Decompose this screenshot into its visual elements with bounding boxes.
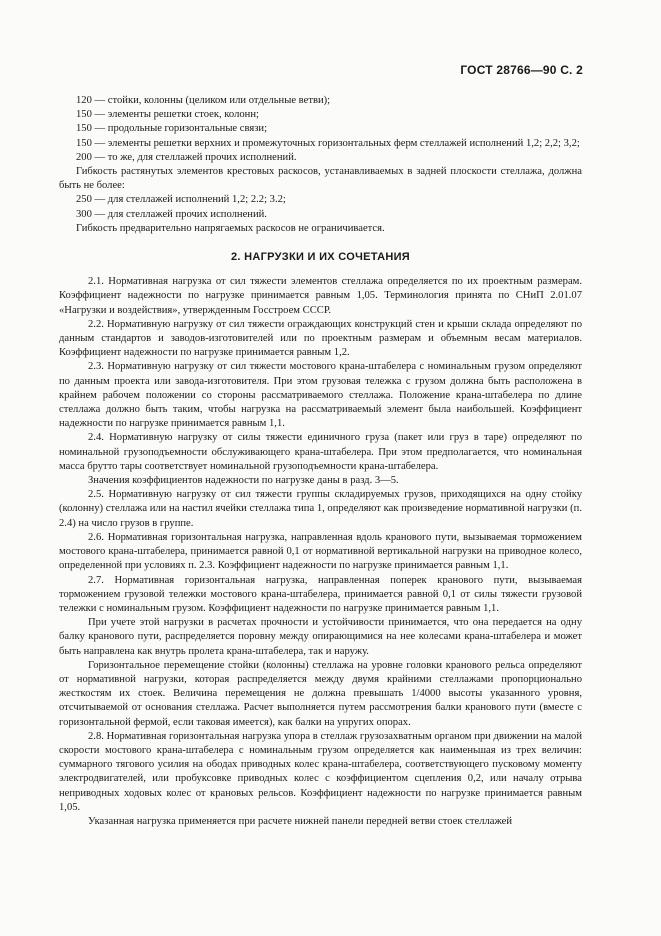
paragraph-2-6: 2.6. Нормативная горизонтальная нагрузка, направленная вдоль кранового пути, вызываемая торможением мостового крана-штабелера, принимается равной 0,1 от нормативной вертикальной нагрузки на приводное колесо, определенной при условиях п. 2.3. Коэффициент надежности по нагрузке принимается равным 1,1.	[59, 531, 582, 572]
list-item: 120 — стойки, колонны (целиком или отдельные ветви);	[76, 95, 331, 106]
list-item: 150 — элементы решетки стоек, колонн;	[76, 109, 259, 121]
paragraph-2-5: 2.5. Нормативную нагрузку от сил тяжести группы складируемых грузов, приходящихся на одну стойку (колонну) стеллажа или на настил ячейки стеллажа типа 1, определяют как произведение нормативной нагрузки (п. 2.4) на число грузов в группе.	[59, 489, 582, 529]
page-header: ГОСТ 28766—90 С. 2	[460, 63, 583, 77]
paragraph-2-8: 2.8. Нормативная горизонтальная нагрузка упора в стеллаж грузозахватным органом при движении на малой скорости мостового крана-штабелера с номинальным грузом определяется как наименьшая из трех величин: суммарного тягового усилия на ободах приводных колес крана-штабелера, соответствующего пусковому моменту электродвигателей, или пробуксовке приводных колес с коэффициентом сцепления 0,2, или началу отрыва неприводных ходовых колес от крановых рельсов. Коэффициент надежности по нагрузке принимается равным 1,05.	[59, 730, 582, 813]
paragraph-2-3: 2.3. Нормативную нагрузку от сил тяжести мостового крана-штабелера с номинальным грузом определяют по данным проекта или завода-изготовителя. При этом грузовая тележка с грузом должна быть расположена в крайнем рабочем положении со стороны рассматриваемого стеллажа. Положение крана-штабелера по длине стеллажа должно быть таким, чтобы нагрузка на рассматриваемый элемент была наибольшей. Коэффициент надежности по нагрузке принимается равным 1,1.	[59, 361, 582, 430]
paragraph-2-1: 2.1. Нормативная нагрузка от сил тяжести элементов стеллажа определяется по их проектным размерам. Коэффициент надежности по нагрузке принимается равным 1,05. Терминология принята по СНиП 2.01.07 «Нагрузки и воздействия», утвержденным Госстроем СССР.	[59, 276, 582, 316]
paragraph: При учете этой нагрузки в расчетах прочности и устойчивости принимается, что она передается на одну балку кранового пути, распределяется поровну между опирающимися на нее колесами крана-штабелера и может быть направлена как внутрь пролета крана-штабелера, так и наружу.	[59, 617, 582, 657]
paragraph: Значения коэффициентов надежности по нагрузке даны в разд. 3—5.	[88, 475, 399, 487]
list-item: 150 — элементы решетки верхних и промежуточных горизонтальных ферм стеллажей исполнений 1,2; 2,2; 3,2;	[76, 137, 580, 149]
paragraph-2-2: 2.2. Нормативную нагрузку от сил тяжести ограждающих конструкций стен и крыши склада определяют по данным стандартов и заводов-изготовителей или по проектным размерам и объемным весам материалов. Коэффициент надежности по нагрузке принимается равным 1,2.	[59, 318, 582, 359]
paragraph-2-7: 2.7. Нормативная горизонтальная нагрузка, направленная поперек кранового пути, вызываемая торможением грузовой тележки мостового крана-штабелера, принимается равной 0,1 от силы тяжести грузовой тележки с номинальным грузом. Коэффициент надежности по нагрузке принимается равным 1,1.	[59, 574, 582, 614]
list-item: 200 — то же, для стеллажей прочих исполнений.	[76, 151, 297, 163]
list-item: 250 — для стеллажей исполнений 1,2; 2.2; 3.2;	[76, 194, 286, 206]
list-item: 150 — продольные горизонтальные связи;	[76, 123, 268, 135]
paragraph: Гибкость растянутых элементов крестовых раскосов, устанавливаемых в задней плоскости стеллажа, должна быть не более:	[59, 166, 582, 192]
paragraph: Гибкость предварительно напрягаемых раскосов не ограничивается.	[76, 222, 385, 234]
section-title: 2. НАГРУЗКИ И ИХ СОЧЕТАНИЯ	[230, 251, 411, 264]
document-body	[59, 94, 582, 829]
paragraph: Горизонтальное перемещение стойки (колонны) стеллажа на уровне головки кранового рельса определяют от нормативной нагрузки, которая распределяется между двумя крайними стеллажами пропорционально жесткостям их стоек. Величина перемещения не должна превышать 1/4000 высоты указанного уровня, отсчитываемой от основания стеллажа. Расчет выполняется путем рассмотрения балки кранового пути (вместе с горизонтальной фермой, если таковая имеется), как балки на упругих опорах.	[59, 659, 582, 728]
paragraph: Указанная нагрузка применяется при расчете нижней панели передней ветви стоек стеллажей	[88, 815, 513, 827]
list-item: 300 — для стеллажей прочих исполнений.	[76, 208, 267, 220]
paragraph-2-4: 2.4. Нормативную нагрузку от силы тяжести единичного груза (пакет или груз в таре) определяют по номинальной грузоподъемности обслуживающего крана-штабелера. При этом предполагается, что номинальная масса брутто тары соответствует номинальной грузоподъемности крана-штабелера.	[59, 432, 582, 472]
